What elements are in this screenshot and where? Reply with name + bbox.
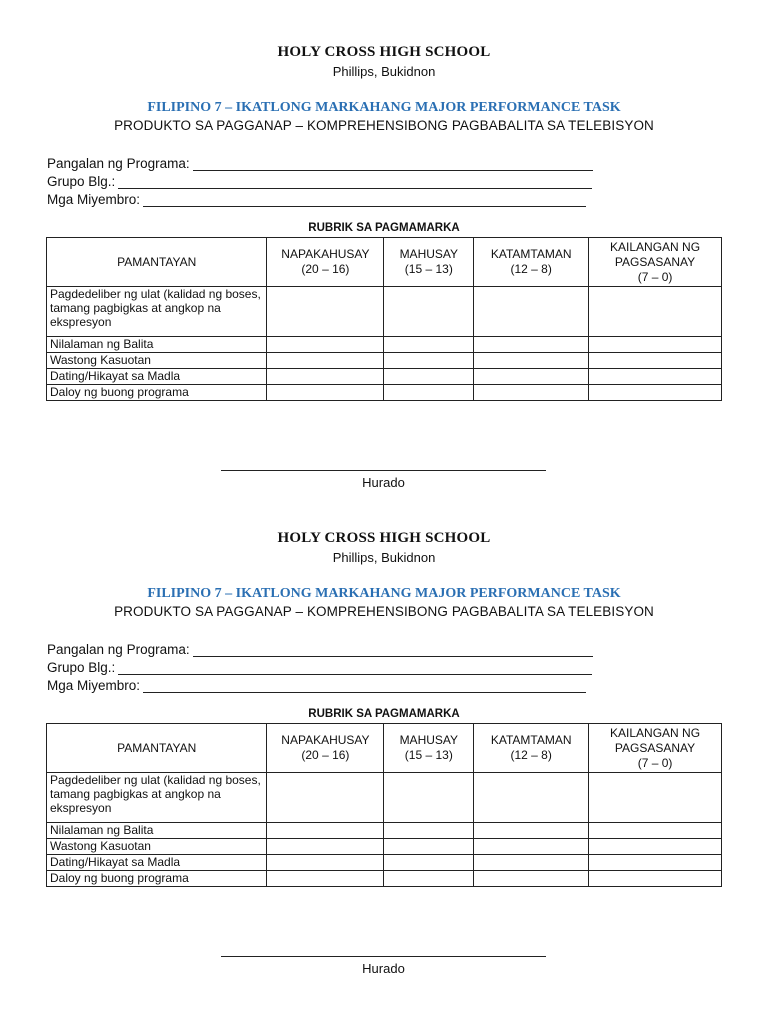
score-cell[interactable] [384, 773, 474, 823]
criteria-header: PAMANTAYAN [47, 238, 267, 287]
program-name-label: Pangalan ng Programa: [47, 642, 190, 657]
score-cell[interactable] [267, 871, 384, 887]
score-cell[interactable] [384, 839, 474, 855]
napakahusay-header: NAPAKAHUSAY (20 – 16) [267, 238, 384, 287]
katamtaman-header: KATAMTAMAN (12 – 8) [474, 724, 589, 773]
school-location: Phillips, Bukidnon [332, 64, 436, 79]
school-location: Phillips, Bukidnon [332, 550, 436, 565]
signature-label: Hurado [362, 475, 405, 490]
members-line[interactable] [143, 679, 586, 693]
score-cell[interactable] [474, 823, 589, 839]
kailangan-header: KAILANGAN NG PAGSASANAY (7 – 0) [589, 724, 722, 773]
rubric-header-row [47, 238, 722, 287]
table-row [47, 773, 722, 823]
score-cell[interactable] [384, 287, 474, 337]
score-cell[interactable] [384, 369, 474, 385]
criterion-cell: Daloy ng buong programa [47, 871, 267, 887]
program-name-line[interactable] [193, 643, 593, 657]
score-cell[interactable] [589, 871, 722, 887]
score-cell[interactable] [474, 369, 589, 385]
katamtaman-header: KATAMTAMAN (12 – 8) [474, 238, 589, 287]
criterion-cell: Dating/Hikayat sa Madla [47, 369, 267, 385]
score-cell[interactable] [267, 839, 384, 855]
criterion-cell: Daloy ng buong programa [47, 385, 267, 401]
score-cell[interactable] [474, 337, 589, 353]
criteria-header: PAMANTAYAN [47, 724, 267, 773]
mahusay-header: MAHUSAY (15 – 13) [384, 724, 474, 773]
table-row [47, 287, 722, 337]
score-cell[interactable] [267, 287, 384, 337]
rubric-title: RUBRIK SA PAGMAMARKA [308, 222, 460, 234]
members-field[interactable] [47, 189, 586, 207]
score-cell[interactable] [474, 353, 589, 369]
product-title: PRODUKTO SA PAGGANAP – KOMPREHENSIBONG PAGBABALITA SA TELEBISYON [114, 604, 654, 619]
score-cell[interactable] [267, 773, 384, 823]
table-row [47, 369, 722, 385]
criterion-cell: Dating/Hikayat sa Madla [47, 855, 267, 871]
signature-line[interactable] [221, 956, 546, 957]
members-label: Mga Miyembro: [47, 678, 141, 693]
table-row [47, 823, 722, 839]
score-cell[interactable] [589, 839, 722, 855]
rubric-form-2 [0, 486, 768, 998]
score-cell[interactable] [474, 287, 589, 337]
score-cell[interactable] [267, 823, 384, 839]
group-no-field[interactable] [47, 171, 592, 189]
group-no-label: Grupo Blg.: [47, 174, 116, 189]
mahusay-header: MAHUSAY (15 – 13) [384, 238, 474, 287]
score-cell[interactable] [267, 353, 384, 369]
score-cell[interactable] [589, 385, 722, 401]
school-name: HOLY CROSS HIGH SCHOOL [277, 44, 491, 60]
score-cell[interactable] [384, 855, 474, 871]
program-name-field[interactable] [47, 153, 593, 171]
members-label: Mga Miyembro: [47, 192, 141, 207]
score-cell[interactable] [384, 871, 474, 887]
table-row [47, 385, 722, 401]
signature-line[interactable] [221, 470, 546, 471]
program-name-line[interactable] [193, 157, 593, 171]
score-cell[interactable] [589, 773, 722, 823]
score-cell[interactable] [589, 353, 722, 369]
score-cell[interactable] [384, 385, 474, 401]
score-cell[interactable] [589, 369, 722, 385]
criterion-cell: Wastong Kasuotan [47, 839, 267, 855]
score-cell[interactable] [267, 855, 384, 871]
table-row [47, 337, 722, 353]
table-row [47, 353, 722, 369]
kailangan-header: KAILANGAN NG PAGSASANAY (7 – 0) [589, 238, 722, 287]
score-cell[interactable] [474, 385, 589, 401]
signature-label: Hurado [362, 961, 405, 976]
group-no-label: Grupo Blg.: [47, 660, 116, 675]
group-no-line[interactable] [118, 175, 592, 189]
score-cell[interactable] [384, 823, 474, 839]
members-line[interactable] [143, 193, 586, 207]
rubric-table [46, 723, 722, 887]
rubric-table [46, 237, 722, 401]
criterion-cell: Pagdedeliber ng ulat (kalidad ng boses, tamang pagbigkas at angkop na ekspresyon [47, 287, 267, 337]
napakahusay-header: NAPAKAHUSAY (20 – 16) [267, 724, 384, 773]
group-no-field[interactable] [47, 657, 592, 675]
criterion-cell: Wastong Kasuotan [47, 353, 267, 369]
program-name-field[interactable] [47, 639, 593, 657]
score-cell[interactable] [384, 353, 474, 369]
score-cell[interactable] [267, 369, 384, 385]
subject-title: FILIPINO 7 – IKATLONG MARKAHANG MAJOR PERFORMANCE TASK [147, 100, 621, 115]
score-cell[interactable] [589, 855, 722, 871]
score-cell[interactable] [267, 385, 384, 401]
criterion-cell: Nilalaman ng Balita [47, 823, 267, 839]
rubric-header-row [47, 724, 722, 773]
score-cell[interactable] [474, 871, 589, 887]
program-name-label: Pangalan ng Programa: [47, 156, 190, 171]
table-row [47, 871, 722, 887]
score-cell[interactable] [589, 287, 722, 337]
members-field[interactable] [47, 675, 586, 693]
subject-title: FILIPINO 7 – IKATLONG MARKAHANG MAJOR PERFORMANCE TASK [147, 586, 621, 601]
score-cell[interactable] [474, 839, 589, 855]
score-cell[interactable] [267, 337, 384, 353]
table-row [47, 855, 722, 871]
school-name: HOLY CROSS HIGH SCHOOL [277, 530, 491, 546]
criterion-cell: Pagdedeliber ng ulat (kalidad ng boses, tamang pagbigkas at angkop na ekspresyon [47, 773, 267, 823]
score-cell[interactable] [589, 823, 722, 839]
group-no-line[interactable] [118, 661, 592, 675]
score-cell[interactable] [384, 337, 474, 353]
score-cell[interactable] [474, 855, 589, 871]
product-title: PRODUKTO SA PAGGANAP – KOMPREHENSIBONG PAGBABALITA SA TELEBISYON [114, 118, 654, 133]
score-cell[interactable] [589, 337, 722, 353]
rubric-title: RUBRIK SA PAGMAMARKA [308, 708, 460, 720]
score-cell[interactable] [474, 773, 589, 823]
table-row [47, 839, 722, 855]
criterion-cell: Nilalaman ng Balita [47, 337, 267, 353]
